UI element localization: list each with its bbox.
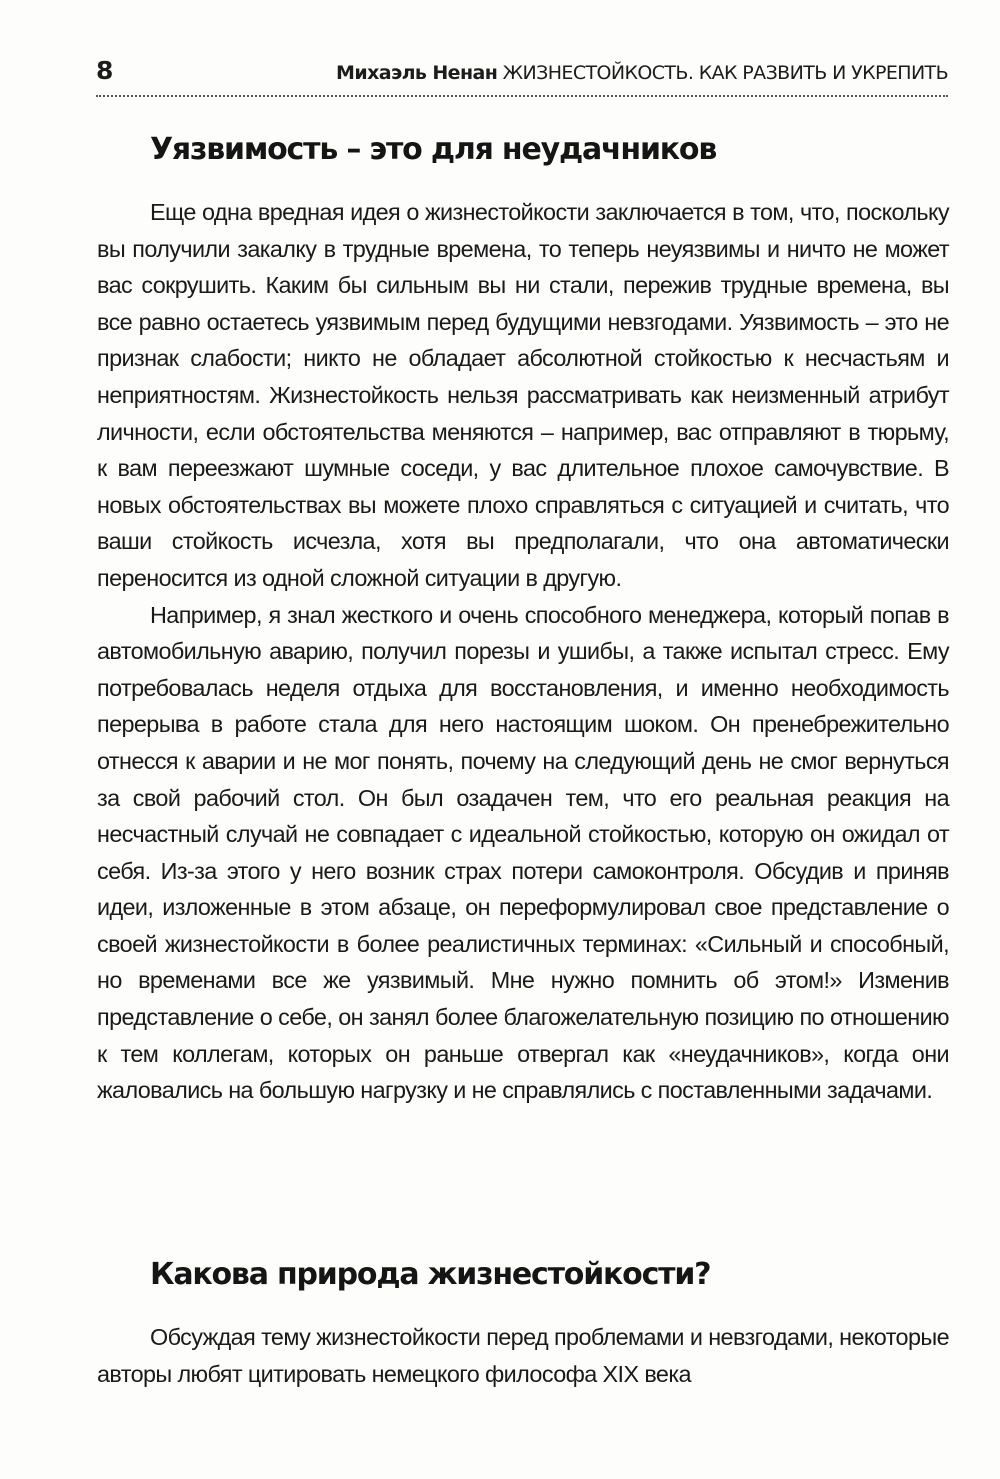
section-body-nature <box>97 1319 949 1392</box>
running-head-title: ЖИЗНЕСТОЙКОСТЬ. КАК РАЗВИТЬ И УКРЕПИТЬ <box>502 62 948 84</box>
paragraph: Например, я знал жесткого и очень способного менеджера, который попав в автомобильную аварию, получил порезы и ушибы, а также испытал стресс. Ему потребовалась неделя отдыха для восстановления, и именно необходимость перерыва в работе стала для него настоящим шоком. Он пренебрежительно отнесся к аварии и не мог понять, почему на следующий день не смог вернуться за свой рабочий стол. Он был озадачен тем, что его реальная реакция на несчастный случай не совпадает с идеальной стойкостью, которую он ожидал от себя. Из-за этого у него возник страх потери самоконтроля. Обсудив и приняв идеи, изложенные в этом абзаце, он переформулировал свое представление о своей жизнестойкости в более реалистичных терминах: «Сильный и способный, но временами все же уязвимый. Мне нужно помнить об этом!» Изменив представление о себе, он занял более благожелательную позицию по отношению к тем коллегам, которых он раньше отвергал как «неудачников», когда они жаловались на большую нагрузку и не справлялись с поставленными задачами. <box>97 601 949 1104</box>
page-number: 8 <box>96 56 114 85</box>
running-head-author: Михаэль Ненан <box>336 62 498 84</box>
running-head <box>336 62 948 84</box>
section-heading-nature: Какова природа жизнестойкости? <box>150 1257 711 1292</box>
section-body-vulnerability <box>97 194 949 1109</box>
header-dotted-rule <box>96 95 948 97</box>
paragraph: Обсуждая тему жизнестойкости перед проблемами и невзгодами, некоторые авторы любят цитировать немецкого философа XIX века <box>97 1324 949 1387</box>
section-heading-vulnerability: Уязвимость – это для неудачников <box>150 132 717 167</box>
running-header <box>96 56 948 92</box>
paragraph: Еще одна вредная идея о жизнестойкости заключается в том, что, поскольку вы получили закалку в трудные времена, то теперь неуязвимы и ничто не может вас сокрушить. Каким бы сильным вы ни стали, пережив трудные времена, вы все равно остаетесь уязвимым перед будущими невзгодами. Уязвимость – это не признак слабости; никто не обладает абсолютной стойкостью к несчастьям и неприятностям. Жизнестойкость нельзя рассматривать как неизменный атрибут личности, если обстоятельства меняются – например, вас отправляют в тюрьму, к вам переезжают шумные соседи, у вас длительное плохое самочувствие. В новых обстоятельствах вы можете плохо справляться с ситуацией и считать, что ваши стойкость исчезла, хотя вы предполагали, что она автоматически переносится из одной сложной ситуации в другую. <box>97 199 949 591</box>
